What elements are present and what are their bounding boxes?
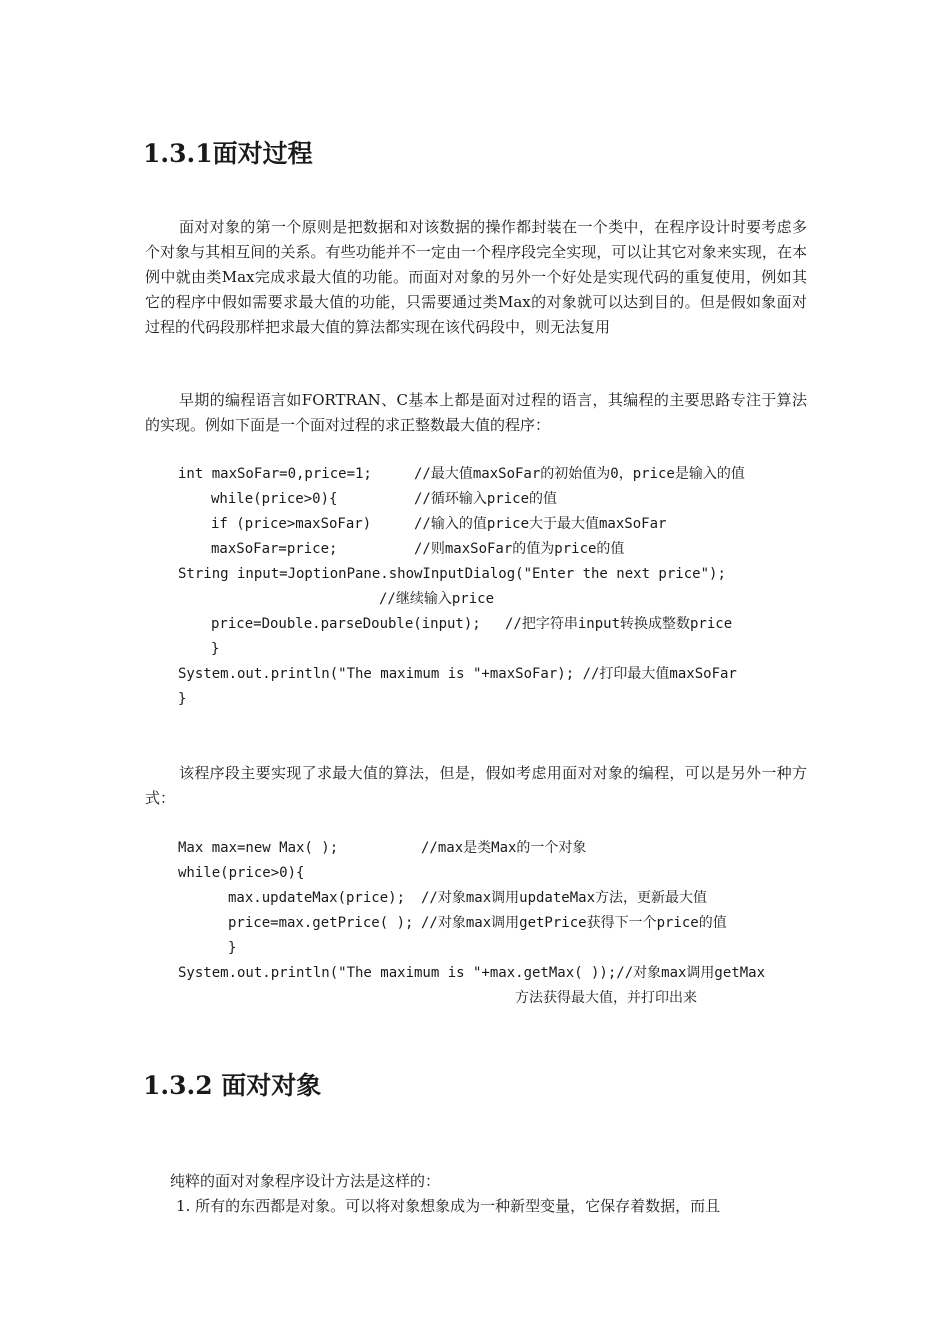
section-heading-1-3-2: 1.3.2 面对对象 <box>143 1071 322 1100</box>
paragraph-oop-alternative: 该程序段主要实现了求最大值的算法，但是，假如考虑用面对对象的编程，可以是另外一种方式： <box>145 764 807 807</box>
code-line: Max max=new Max( ); <box>178 840 339 856</box>
code-line: String input=JoptionPane.showInputDialog("Enter the next price"); <box>178 566 726 582</box>
code-comment: //最大值maxSoFar的初始值为0，price是输入的值 <box>414 466 745 482</box>
code-line: System.out.println("The maximum is "+max.getMax( ));//对象max调用getMax <box>178 965 766 981</box>
paragraph-pure-oop-intro: 纯粹的面对对象程序设计方法是这样的： <box>170 1172 441 1190</box>
code-comment: //则maxSoFar的值为price的值 <box>414 541 625 557</box>
code-comment: //输入的值price大于最大值maxSoFar <box>414 516 667 532</box>
code-line: } <box>228 940 237 956</box>
code-line: } <box>178 691 187 707</box>
code-comment: //对象max调用updateMax方法，更新最大值 <box>421 890 708 906</box>
code-line: int maxSoFar=0,price=1; <box>178 466 372 482</box>
code-comment: //max是类Max的一个对象 <box>421 840 587 856</box>
code-line: System.out.println("The maximum is "+maxSoFar); //打印最大值maxSoFar <box>178 666 737 682</box>
code-line: while(price>0){ <box>178 865 305 881</box>
code-line: max.updateMax(price); <box>228 890 406 906</box>
code-comment: //循环输入price的值 <box>414 491 558 507</box>
code-comment: //继续输入price <box>379 591 495 607</box>
code-line: price=max.getPrice( ); <box>228 915 414 931</box>
code-comment: //把字符串input转换成整数price <box>505 616 733 632</box>
code-line: maxSoFar=price; <box>211 541 338 557</box>
code-line: if (price>maxSoFar) <box>211 516 372 532</box>
code-comment: 方法获得最大值，并打印出来 <box>515 990 697 1006</box>
paragraph-oop-principle: 面对对象的第一个原则是把数据和对该数据的操作都封装在一个类中，在程序设计时要考虑多个对象与其相互间的关系。有些功能并不一定由一个程序段完全实现，可以让其它对象来实现，在本例中就由类Max完成求最大值的功能。而面对对象的另外一个好处是实现代码的重复使用，例如其它的程序中假如需要求最大值的功能，只需要通过类Max的对象就可以达到目的。但是假如象面对过程的代码段那样把求最大值的算法都实现在该代码段中，则无法复用 <box>145 218 807 336</box>
list-item-1: 1. 所有的东西都是对象。可以将对象想象成为一种新型变量，它保存着数据，而且 <box>176 1197 721 1215</box>
code-line: } <box>211 641 220 657</box>
code-line: while(price>0){ <box>211 491 338 507</box>
code-comment: //对象max调用getPrice获得下一个price的值 <box>421 915 727 931</box>
section-heading-1-3-1: 1.3.1面对过程 <box>143 139 313 168</box>
code-line: price=Double.parseDouble(input); <box>211 616 481 632</box>
paragraph-early-languages: 早期的编程语言如FORTRAN、C基本上都是面对过程的语言，其编程的主要思路专注于算法的实现。例如下面是一个面对过程的求正整数最大值的程序： <box>145 391 807 434</box>
